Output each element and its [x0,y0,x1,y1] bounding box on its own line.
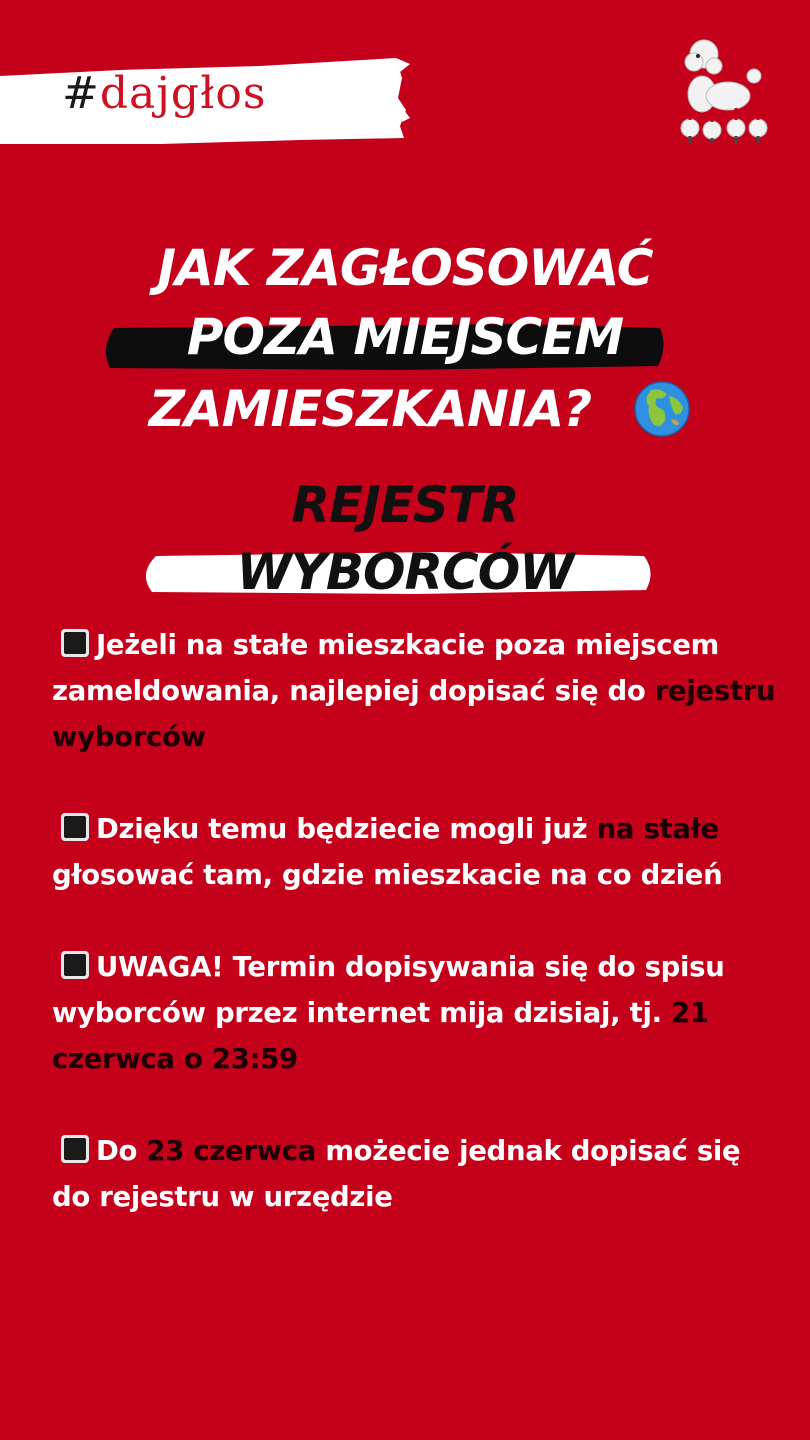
poodle-icon [668,36,770,146]
globe-icon [633,380,691,438]
bullet-text: UWAGA! Termin dopisywania się do spisu wyborców przez internet mija dzisiaj, tj. [52,951,725,1029]
title-line-3-text: ZAMIESZKANIA? [148,380,592,438]
list-item [52,806,782,898]
list-item [52,1128,782,1220]
bullet-text: Do [96,1135,147,1167]
bullet-text: Dzięku temu będziecie mogli już [96,813,597,845]
title-line-1: JAK ZAGŁOSOWAĆ [157,239,653,297]
bullet-highlight: 21 czerwca o 23:59 [52,997,709,1075]
bullet-highlight: na stałe [596,813,719,845]
bullet-text: głosować tam, gdzie mieszkacie na co dzień [52,859,723,891]
hashtag-label [62,68,267,119]
black-square-icon [60,1134,90,1164]
bullet-text: Jeżeli na stałe mieszkacie poza miejscem zameldowania, najlepiej dopisać się do [52,629,719,707]
bullet-text: możecie jednak dopisać się do rejestru w urzędzie [52,1135,741,1213]
bullet-list [52,622,782,1266]
list-item [52,944,782,1082]
black-square-icon [60,628,90,658]
black-square-icon [60,950,90,980]
title-line-2: POZA MIEJSCEM [186,308,624,366]
subtitle-line-2: WYBORCÓW [236,543,574,601]
hashtag-word: dajgłos [99,68,267,119]
bullet-highlight: 23 czerwca [146,1135,317,1167]
black-square-icon [60,812,90,842]
bullet-highlight: rejestru wyborców [52,675,776,753]
list-item [52,622,782,760]
subtitle-line-1: REJESTR [291,476,519,534]
hashtag-symbol: # [62,68,100,119]
